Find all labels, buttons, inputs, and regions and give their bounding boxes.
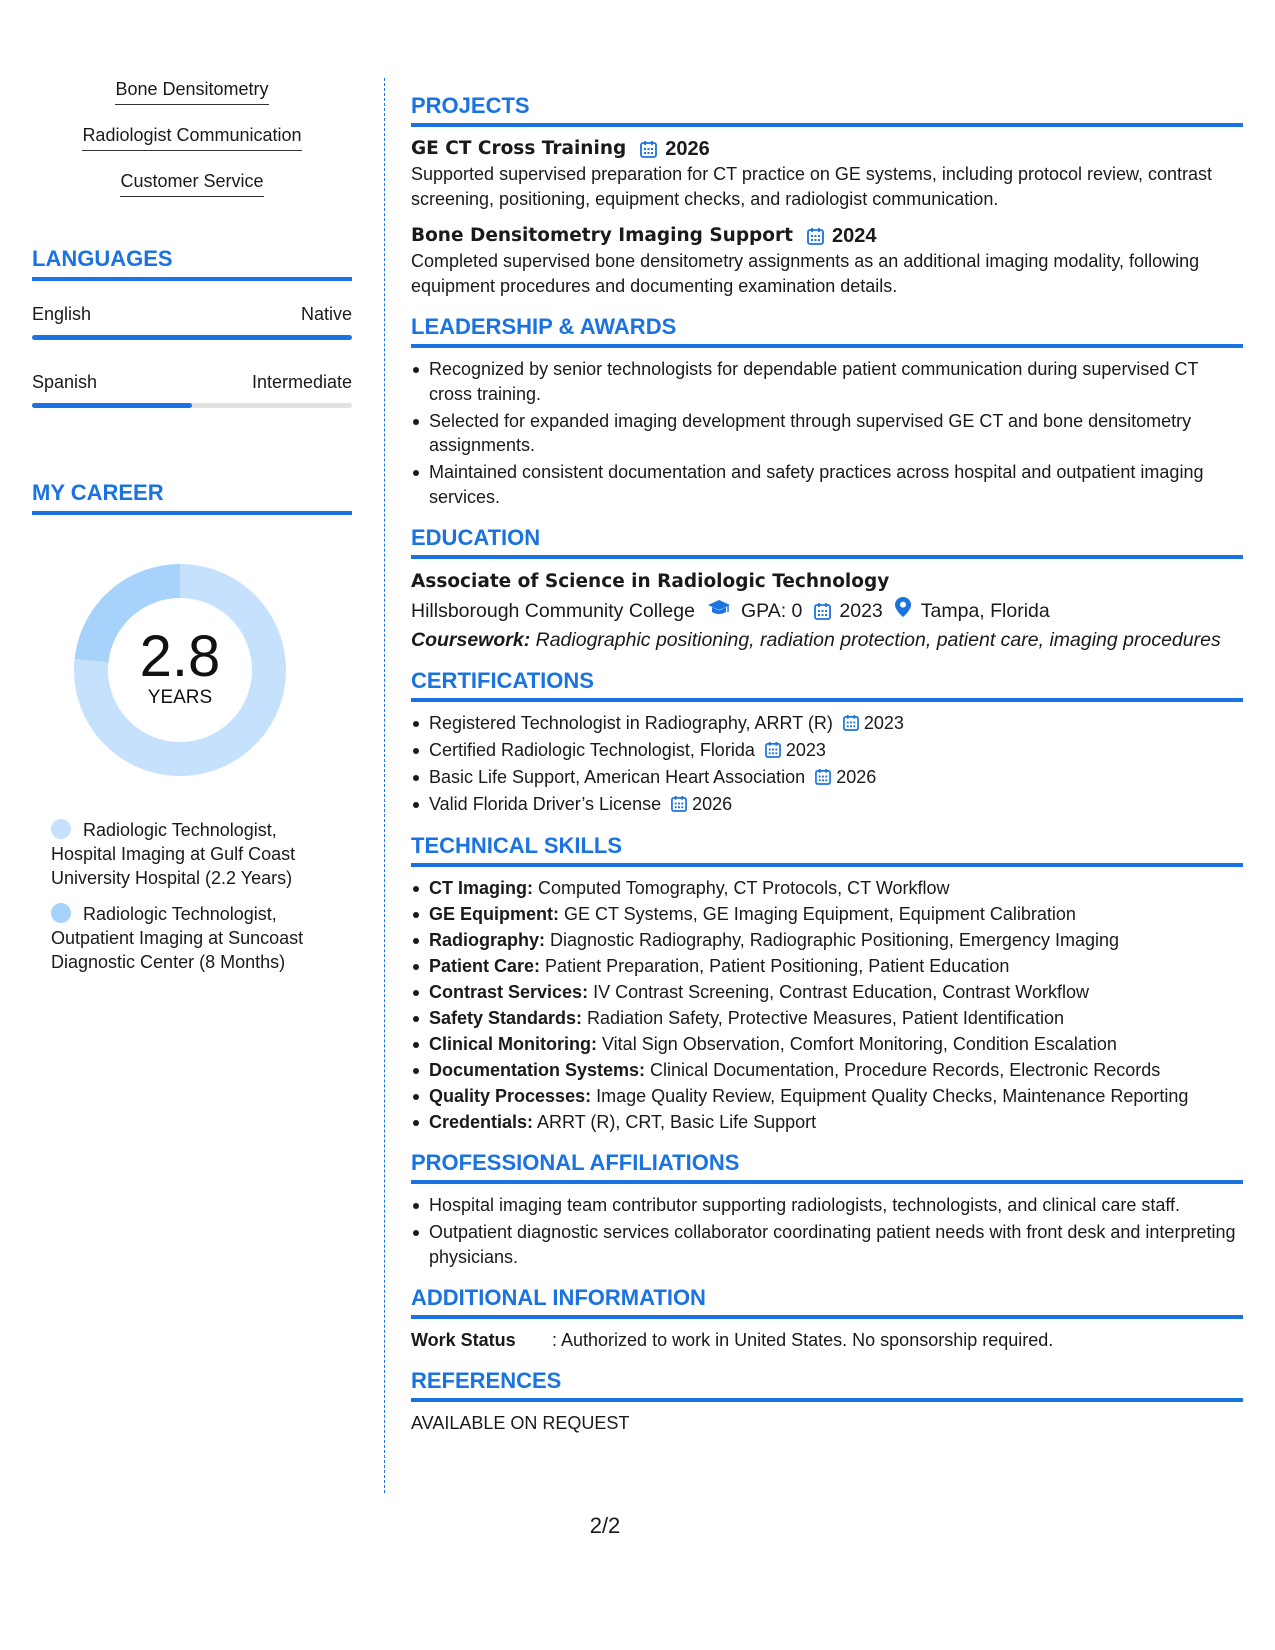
skill-item xyxy=(411,954,1243,979)
skill-value: ARRT (R), CRT, Basic Life Support xyxy=(533,1111,817,1132)
references-section xyxy=(411,1368,1243,1435)
projects-section xyxy=(411,93,1243,298)
certification-item xyxy=(411,792,1243,817)
education-school: Hillsborough Community College xyxy=(411,600,695,622)
certification-year: 2026 xyxy=(692,794,733,814)
project-description: Completed supervised bone densitometry assignments as an additional imaging modality, following equipment procedures and documenting examination details. xyxy=(411,251,1200,296)
skill-label: GE Equipment: xyxy=(429,903,559,924)
project-year: 2024 xyxy=(831,225,877,247)
coursework-label: Coursework: xyxy=(411,629,531,651)
skill-label: Clinical Monitoring: xyxy=(429,1033,597,1054)
affiliations-heading: PROFESSIONAL AFFILIATIONS xyxy=(411,1150,1243,1184)
certification-name: Basic Life Support, American Heart Association xyxy=(429,767,806,787)
language-item xyxy=(32,371,352,408)
skill-label: Safety Standards: xyxy=(429,1007,583,1028)
project-title: Bone Densitometry Imaging Support xyxy=(411,225,793,246)
skill-value: Diagnostic Radiography, Radiographic Positioning, Emergency Imaging xyxy=(545,929,1119,950)
certification-item xyxy=(411,738,1243,763)
certifications-heading: CERTIFICATIONS xyxy=(411,668,1243,702)
skill-value: Vital Sign Observation, Comfort Monitoring, Condition Escalation xyxy=(597,1033,1117,1054)
career-total-unit: YEARS xyxy=(147,687,213,708)
skill-label: Radiography: xyxy=(429,929,546,950)
skill-value: Computed Tomography, CT Protocols, CT Workflow xyxy=(533,877,950,898)
additional-info-section xyxy=(411,1285,1243,1352)
calendar-icon xyxy=(814,602,831,620)
calendar-icon xyxy=(807,227,824,245)
education-gpa: GPA: 0 xyxy=(740,600,803,622)
leadership-item: Recognized by senior technologists for dependable patient communication during supervised CT cross training. xyxy=(411,357,1243,406)
skill-tag: Bone Densitometry xyxy=(115,78,268,105)
calendar-icon xyxy=(640,140,657,158)
language-name: English xyxy=(32,304,92,324)
skill-item xyxy=(411,1058,1243,1083)
calendar-icon xyxy=(765,741,781,758)
certification-year: 2026 xyxy=(836,767,877,787)
project-year: 2026 xyxy=(665,138,710,160)
career-legend-item xyxy=(51,818,341,890)
right-column xyxy=(411,93,1243,1451)
career-legend xyxy=(51,818,341,974)
career-legend-text: Radiologic Technologist, Hospital Imaging at Gulf Coast University Hospital (2.2 Years) xyxy=(51,820,296,888)
language-level: Native xyxy=(300,304,352,324)
location-pin-icon xyxy=(895,596,911,626)
language-bar-fill xyxy=(32,403,192,408)
language-bar xyxy=(32,335,352,340)
education-heading: EDUCATION xyxy=(411,525,1243,559)
project-item xyxy=(411,136,1243,211)
certification-name: Valid Florida Driver’s License xyxy=(429,794,662,814)
education-section xyxy=(411,525,1243,652)
page-number: 2/2 xyxy=(589,1513,621,1538)
certification-item xyxy=(411,711,1243,736)
language-bar-fill xyxy=(32,335,352,340)
skill-value: GE CT Systems, GE Imaging Equipment, Equipment Calibration xyxy=(559,903,1076,924)
skill-label: Quality Processes: xyxy=(429,1085,592,1106)
education-degree: Associate of Science in Radiologic Technology xyxy=(411,571,890,592)
skill-item xyxy=(411,1006,1243,1031)
skill-tag: Customer Service xyxy=(120,170,263,197)
skill-label: Credentials: xyxy=(429,1111,534,1132)
technical-skills-heading: TECHNICAL SKILLS xyxy=(411,833,1243,867)
language-item xyxy=(32,303,352,340)
skill-label: Contrast Services: xyxy=(429,981,589,1002)
language-bar xyxy=(32,403,352,408)
career-donut xyxy=(65,555,295,785)
skill-item xyxy=(411,1084,1243,1109)
affiliation-item: Outpatient diagnostic services collaborator coordinating patient needs with front desk and interpreting physicians. xyxy=(411,1220,1243,1269)
certification-name: Registered Technologist in Radiography, ARRT (R) xyxy=(429,713,833,733)
certification-item xyxy=(411,765,1243,790)
left-column xyxy=(32,78,352,986)
skill-label: Patient Care: xyxy=(429,955,541,976)
language-name: Spanish xyxy=(32,372,98,392)
legend-dot-icon xyxy=(51,903,71,923)
graduation-cap-icon xyxy=(707,596,731,626)
technical-skills-section xyxy=(411,833,1243,1135)
coursework-text: Radiographic positioning, radiation protection, patient care, imaging procedures xyxy=(530,629,1221,651)
skill-item xyxy=(411,876,1243,901)
skill-tag: Radiologist Communication xyxy=(82,124,301,151)
leadership-heading: LEADERSHIP & AWARDS xyxy=(411,314,1243,348)
languages-section xyxy=(32,246,352,408)
work-status-label: Work Status xyxy=(411,1330,516,1350)
career-legend-item xyxy=(51,902,341,974)
skill-item xyxy=(411,980,1243,1005)
skill-label: CT Imaging: xyxy=(429,877,533,898)
certification-year: 2023 xyxy=(785,740,826,760)
project-item xyxy=(411,223,1243,298)
affiliation-item: Hospital imaging team contributor supporting radiologists, technologists, and clinical care staff. xyxy=(411,1193,1243,1218)
references-heading: REFERENCES xyxy=(411,1368,1243,1402)
calendar-icon xyxy=(815,768,831,785)
leadership-item: Selected for expanded imaging development through supervised GE CT and bone densitometry assignments. xyxy=(411,409,1243,458)
certification-name: Certified Radiologic Technologist, Florida xyxy=(429,740,755,760)
project-description: Supported supervised preparation for CT practice on GE systems, including protocol review, contrast screening, positioning, equipment checks, and radiologist communication. xyxy=(411,164,1213,209)
skill-item xyxy=(411,1032,1243,1057)
education-location: Tampa, Florida xyxy=(920,600,1050,622)
skill-value: Clinical Documentation, Procedure Records, Electronic Records xyxy=(645,1059,1161,1080)
column-divider xyxy=(384,78,385,1493)
career-heading: MY CAREER xyxy=(32,480,352,515)
education-year: 2023 xyxy=(839,600,883,622)
skill-value: Image Quality Review, Equipment Quality Checks, Maintenance Reporting xyxy=(591,1085,1189,1106)
skill-value: Patient Preparation, Patient Positioning, Patient Education xyxy=(540,955,1010,976)
certification-year: 2023 xyxy=(863,713,904,733)
legend-dot-icon xyxy=(51,819,71,839)
certifications-section xyxy=(411,668,1243,817)
skill-item xyxy=(411,928,1243,953)
skill-item xyxy=(411,902,1243,927)
leadership-section xyxy=(411,314,1243,509)
career-section xyxy=(32,480,352,974)
career-legend-text: Radiologic Technologist, Outpatient Imaging at Suncoast Diagnostic Center (8 Months) xyxy=(51,904,304,972)
languages-heading: LANGUAGES xyxy=(32,246,352,281)
skill-label: Documentation Systems: xyxy=(429,1059,646,1080)
projects-heading: PROJECTS xyxy=(411,93,1243,127)
work-status-value: : Authorized to work in United States. No sponsorship required. xyxy=(552,1330,1054,1350)
skill-item xyxy=(411,1110,1243,1135)
skill-value: Radiation Safety, Protective Measures, Patient Identification xyxy=(582,1007,1064,1028)
calendar-icon xyxy=(671,795,687,812)
education-coursework xyxy=(411,628,1243,652)
additional-info-heading: ADDITIONAL INFORMATION xyxy=(411,1285,1243,1319)
references-text: AVAILABLE ON REQUEST xyxy=(411,1413,630,1433)
calendar-icon xyxy=(843,714,859,731)
language-level: Intermediate xyxy=(251,372,352,392)
career-total-value: 2.8 xyxy=(139,624,221,689)
skill-tags xyxy=(32,78,352,216)
leadership-item: Maintained consistent documentation and safety practices across hospital and outpatient imaging services. xyxy=(411,460,1243,509)
skill-value: IV Contrast Screening, Contrast Education, Contrast Workflow xyxy=(588,981,1089,1002)
project-title: GE CT Cross Training xyxy=(411,138,627,159)
affiliations-section xyxy=(411,1150,1243,1269)
